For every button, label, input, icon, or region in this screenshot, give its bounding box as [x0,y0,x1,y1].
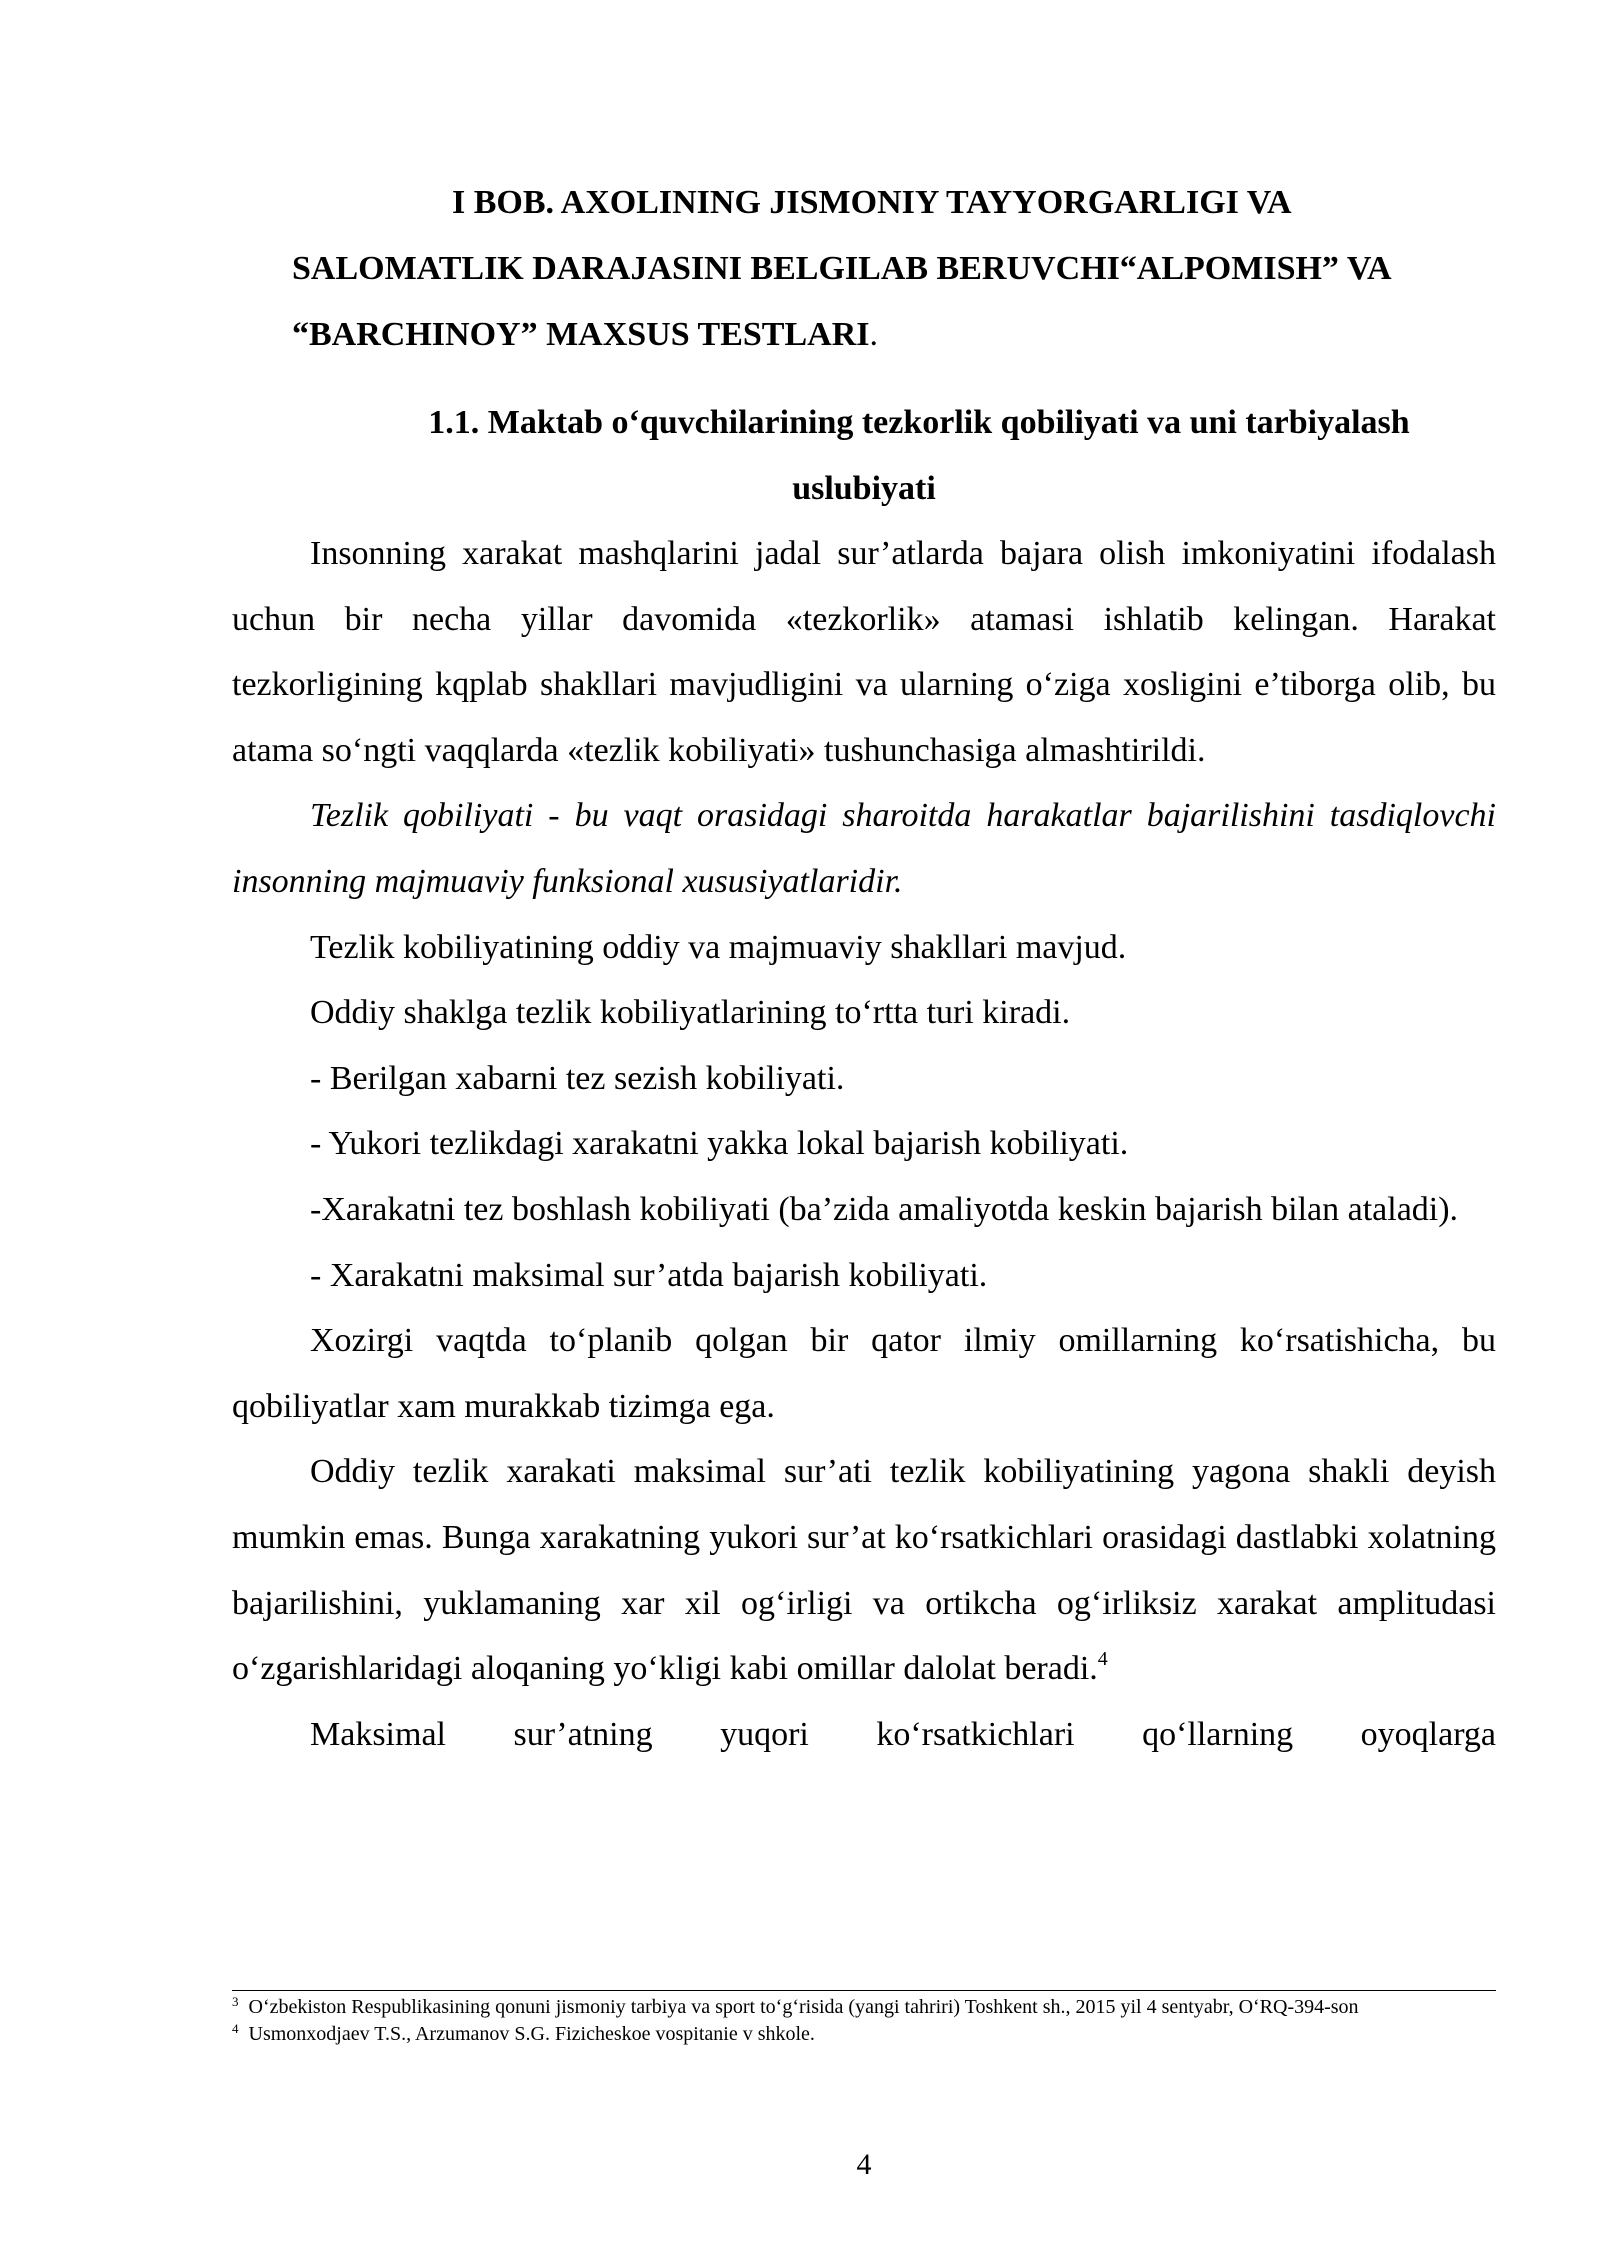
list-item-4: - Xarakatni maksimal sur’atda bajarish kobiliyati. [310,1256,988,1294]
footnote-4 [232,2021,1496,2048]
footnote-mark: 4 [232,2021,239,2036]
section-heading-line-1: 1.1. Maktab o‘quvchilarining tezkorlik qobiliyati va uni tarbiyalash [428,404,1410,441]
paragraph-10-text: Oddiy tezlik xarakati maksimal sur’ati tezlik kobiliyatining yagona shakli deyish mumkin emas. Bunga xarakatning yukori sur’at ko‘rsatkichlari orasidagi dastlabki xolatning bajarilishini, yuklamaning xar xil og‘irligi va ortikcha og‘irliksiz xarakat amplitudasi o‘zgarishlaridagi aloqaning yo‘kligi kabi omillar dalolat beradi. [232,1453,1496,1688]
paragraph-10 [232,1439,1496,1701]
paragraph-definition: Tezlik qobiliyati - bu vaqt orasidagi sharoitda harakatlar bajarilishini tasdiqlovchi insonning majmuaviy funksional xususiyatlaridir. [232,797,1496,900]
footnote-separator [232,1990,1496,1991]
paragraph-11: Maksimal sur’atning yuqori ko‘rsatkichlari qo‘llarning oyoqlarga [310,1715,1496,1753]
footnote-text: Usmonxodjaev T.S., Arzumanov S.G. Fizicheskoe vospitanie v shkole. [248,2023,815,2045]
paragraph-4: Oddiy shaklga tezlik kobiliyatlarining to‘rtta turi kiradi. [310,994,1071,1032]
paragraph-3: Tezlik kobiliyatining oddiy va majmuaviy shakllari mavjud. [310,928,1127,966]
chapter-heading [292,170,1542,368]
chapter-heading-period: . [869,316,878,353]
section-heading-line-2: uslubiyati [792,470,936,507]
list-item-2: - Yukori tezlikdagi xarakatni yakka lokal bajarish kobiliyati. [310,1125,1129,1163]
list-item-3: -Xarakatni tez boshlash kobiliyati (ba’zida amaliyotda keskin bajarish bilan ataladi). [310,1190,1459,1228]
chapter-heading-line-2: SALOMATLIK DARAJASINI BELGILAB BERUVCHI“ALPOMISH” VA [292,250,1392,287]
list-item-1: - Berilgan xabarni tez sezish kobiliyati. [310,1059,845,1097]
footnote-3 [232,1994,1496,2021]
chapter-heading-line-3 [292,302,1542,368]
footnote-ref-4[interactable]: 4 [1097,1648,1108,1671]
section-heading [232,390,1496,522]
footnotes [232,1994,1496,2048]
paragraph-9: Xozirgi vaqtda to‘planib qolgan bir qator ilmiy omillarning ko‘rsatishicha, bu qobiliyatlar xam murakkab tizimga ega. [232,1322,1496,1425]
chapter-heading-line-1: I BOB. AXOLINING JISMONIY TAYYORGARLIGI VA [452,184,1292,221]
chapter-heading-line-3-text: “BARCHINOY” MAXSUS TESTLARI [292,316,870,353]
paragraph-1: Insonning xarakat mashqlarini jadal sur’atlarda bajara olish imkoniyatini ifodalash uchun bir necha yillar davomida «tezkorlik» atamasi ishlatib kelingan. Harakat tezkorligining kqplab shakllari mavjudligini va ularning o‘ziga xosligini e’tiborga olib, bu atama so‘ngti vaqqlarda «tezlik kobiliyati» tushunchasiga almashtirildi. [232,535,1496,769]
footnote-text: O‘zbekiston Respublikasining qonuni jismoniy tarbiya va sport to‘g‘risida (yangi tahriri) Toshkent sh., 2015 yil 4 sentyabr, O‘RQ-394-son [248,1996,1359,2018]
footnote-mark: 3 [232,1994,239,2009]
page-number: 4 [856,2148,872,2181]
body-text [232,521,1496,1767]
